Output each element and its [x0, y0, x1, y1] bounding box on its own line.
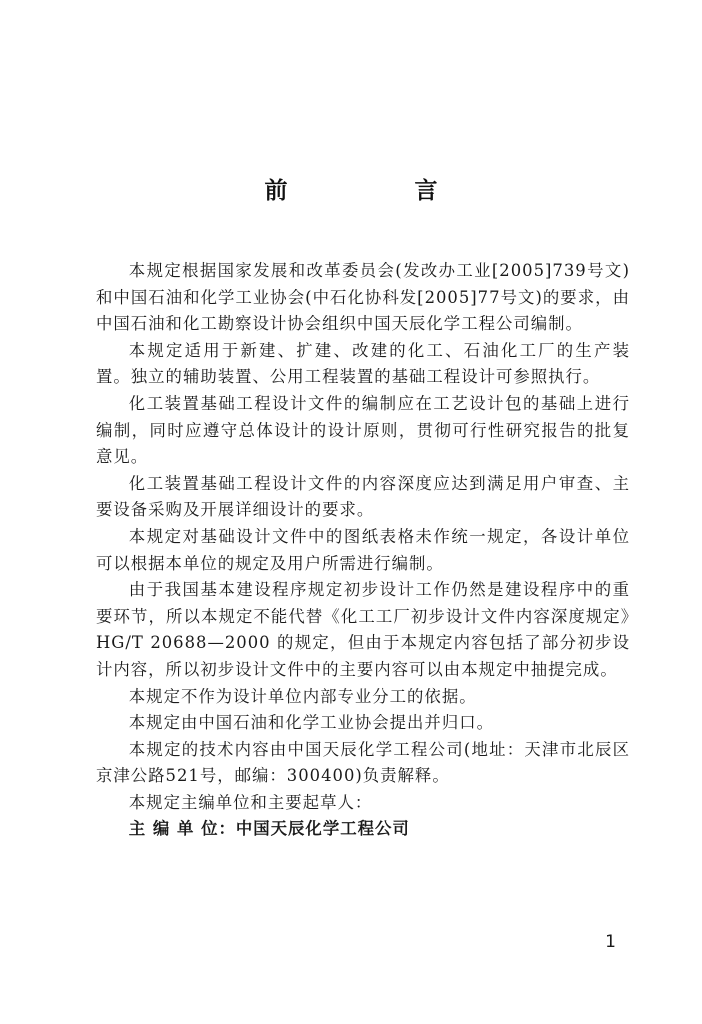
paragraph-depth: 化工装置基础工程设计文件的内容深度应达到满足用户审查、主要设备采购及开展详细设计的要求。: [96, 473, 630, 520]
page-number: 1: [605, 932, 616, 952]
paragraph-drawings: 本规定对基础设计文件中的图纸表格未作统一规定，各设计单位可以根据本单位的规定及用户所需进行编制。: [96, 526, 630, 573]
editor-unit-line: 主 编 单 位：中国天辰化学工程公司: [128, 819, 410, 839]
paragraph-basis: 本规定根据国家发展和改革委员会(发改办工业[2005]739号文)和中国石油和化学工业协会(中石化协科发[2005]77号文)的要求，由中国石油和化工勘察设计协会组织中国天辰化学工程公司编制。: [96, 261, 630, 334]
paragraph-preparation: 化工装置基础工程设计文件的编制应在工艺设计包的基础上进行编制，同时应遵守总体设计的设计原则，贯彻可行性研究报告的批复意见。: [96, 393, 630, 467]
paragraph-scope: 本规定适用于新建、扩建、改建的化工、石油化工厂的生产装置。独立的辅助装置、公用工程装置的基础工程设计可参照执行。: [96, 340, 630, 387]
paragraph-interpretation: 本规定的技术内容由中国天辰化学工程公司(地址：天津市北辰区京津公路521号，邮编：300400)负责解释。: [96, 739, 630, 786]
paragraph-division: 本规定不作为设计单位内部专业分工的依据。: [128, 686, 477, 706]
page-title: 前 言: [264, 178, 490, 204]
paragraph-preliminary-design: 由于我国基本建设程序规定初步设计工作仍然是建设程序中的重要环节，所以本规定不能代替《化工工厂初步设计文件内容深度规定》HG/T 20688—2000 的规定，但由于本规定内容包括了部分初步设计内容，所以初步设计文件中的主要内容可以由本规定中抽提完成。: [96, 580, 630, 679]
paragraph-proposer: 本规定由中国石油和化学工业协会提出并归口。: [128, 713, 494, 733]
document-body: [96, 258, 630, 843]
paragraph-drafters: 本规定主编单位和主要起草人：: [128, 792, 373, 812]
